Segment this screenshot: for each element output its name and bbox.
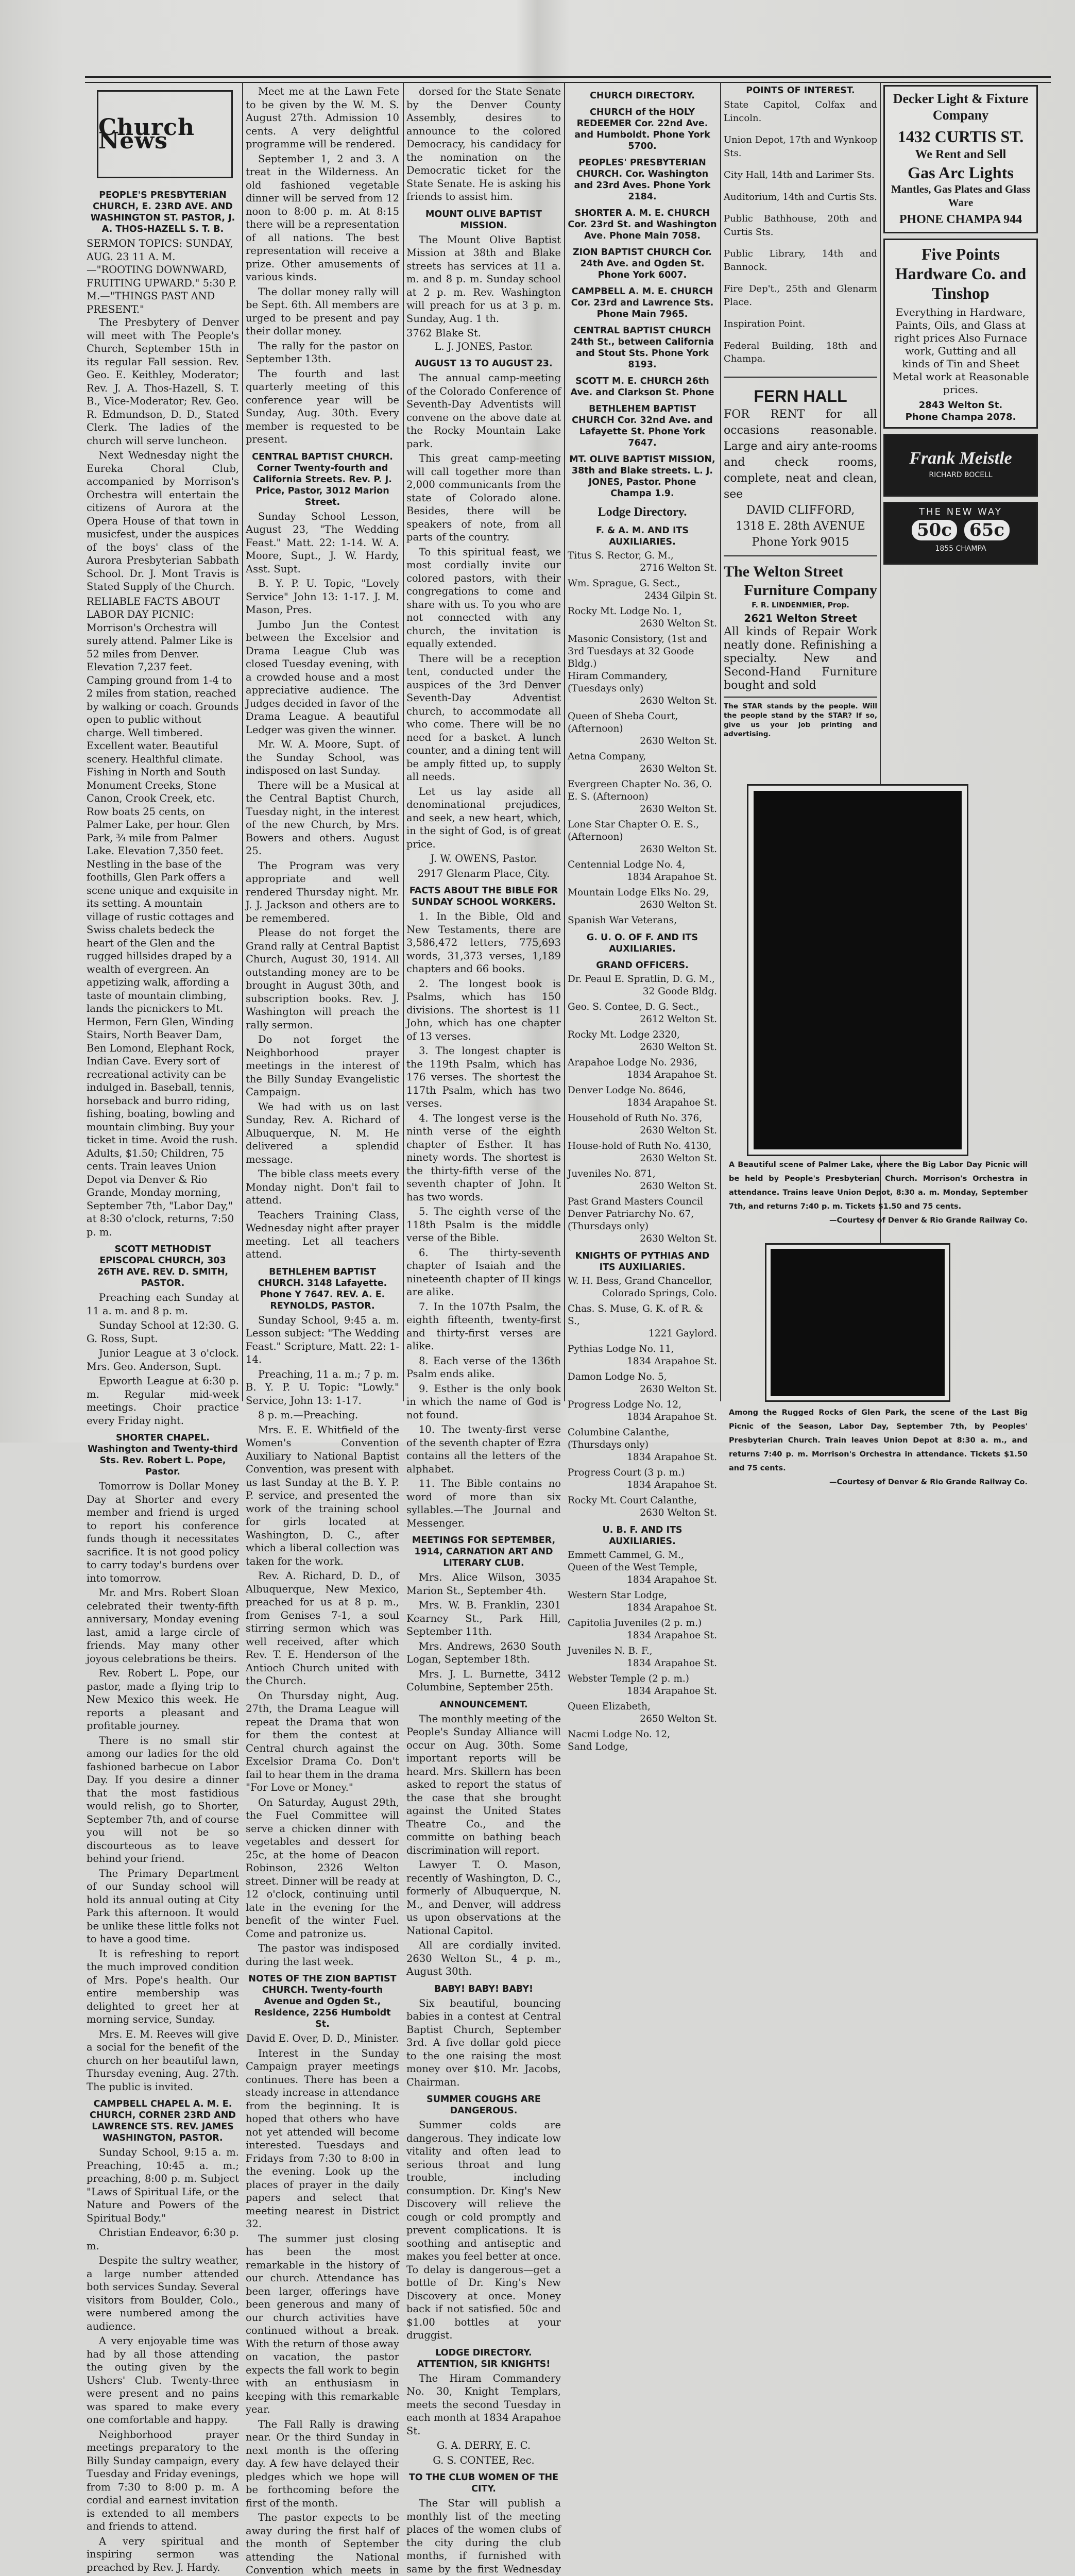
article-paragraph: The pastor was indisposed during the last week. [246,1942,399,1968]
address-line: 2630 Welton St. [640,618,717,629]
five-points-phone: Phone Champa 2078. [905,412,1016,422]
text-line: Chas. S. Muse, G. K. of R. & S., [568,1303,703,1327]
new-way-ad [883,502,1038,565]
article-paragraph: Rev. A. Richard, D. D., of Albuquerque, New Mexico, preached for us at 8 p. m., from Genises 7-1, a soul stirring sermon which was well received, after which Rev. T. E. Henderson of the Antioch Church united with the Church. [246,1570,399,1687]
address-line: 1834 Arapahoe St. [627,1480,717,1490]
address-line: 1834 Arapahoe St. [627,1097,717,1108]
frank-meistle-sub: RICHARD BOCELL [929,471,993,480]
section-heading: Lodge Directory. [598,505,687,519]
article-paragraph: A very spiritual and inspiring sermon was preached by Rev. J. Hardy. [87,2535,239,2573]
article-paragraph: Do not forget the Neighborhood prayer meetings in the interest of the Billy Sunday Evangelistic Campaign. [246,1033,399,1098]
text-line: Rocky Mt. Lodge 2320, [568,1029,680,1040]
article-paragraph: The Mount Olive Baptist Mission at 38th and Blake streets has services at 11 a. m. and 8 p. m. Sunday school at 2 p. m. Rev. Washington will preach for us at 3 p. m. Sunday, Aug. 1 th. [406,233,561,325]
text-line: Rocky Mt. Court Calanthe, [568,1495,697,1506]
article-paragraph: 10. The twenty-first verse of the seventh chapter of Ezra contains all the letters of the alphabet. [406,1423,561,1475]
address-line: 2630 Welton St. [640,804,717,815]
column-rule [403,82,404,1401]
column-rule [720,82,721,1401]
article-paragraph: 8. Each verse of the 136th Psalm ends alike. [406,1354,561,1380]
article-heading: SUMMER COUGHS ARE DANGEROUS. [426,2094,541,2116]
text-line: Damon Lodge No. 5, [568,1371,667,1382]
article-paragraph: Tomorrow is Dollar Money Day at Shorter and every member and friend is urged to report his conference funds though it necessitates sacrifice. It is not good policy to carry today's burdens over into tomorrow. [87,1480,239,1584]
article-paragraph: Mrs. J. L. Burnette, 3412 Columbine, September 25th. [406,1668,561,1693]
text-line: W. H. Bess, Grand Chancellor, [568,1276,713,1286]
article-paragraph: Christian Endeavor, 6:30 p. m. [87,2227,239,2252]
new-way-header: THE NEW WAY [919,506,1002,517]
article-paragraph: Mr. and Mrs. Robert Sloan celebrated their twenty-fifth anniversary, Monday evening last, amid a large circle of friends. May many other joyous celebrations be theirs. [87,1587,239,1665]
text-line: 3762 Blake St. [406,327,481,339]
text-line: Arapahoe Lodge No. 2936, [568,1057,697,1068]
poi-item: Auditorium, 14th and Curtis Sts. [724,191,877,202]
star-note: The STAR stands by the people. Will the people stand by the STAR? If so, give us your job printing and advertising. [724,702,877,738]
column-2-content [246,85,399,2576]
address-line: 2434 Gilpin St. [644,590,717,601]
decker-gas: Gas Arc Lights [908,163,1014,182]
signature-line: 2917 Glenarm Place, City. [417,867,550,879]
text-line: Lone Star Chapter O. E. S., (Afternoon) [568,819,699,842]
text-line: Dr. Peaul E. Spratlin, D. G. M., [568,974,715,985]
article-paragraph: Sunday School, 9:15 a. m. Preaching, 10:45 a. m.; preaching, 8:00 p. m. Subject "Laws of Spiritual Life, or the Nature and Powers of the Spiritual Body." [87,2146,239,2224]
poi-item: Fire Dep't., 25th and Glenarm Place. [724,283,877,308]
article-paragraph: dorsed for the State Senate by the Denver County Assembly, desires to announce to the colored Democracy, his candidacy for the nomination on the Democratic ticket for the State Senate. He is asking his friends to assist him. [406,86,561,202]
text-line: Pythias Lodge No. 11, [568,1344,674,1354]
article-paragraph: 11. The Bible contains no word of more than six syllables.—The Journal and Messenger. [406,1478,561,1529]
fern-hall-address: 1318 E. 28th AVENUE [736,519,865,533]
address-line: 2630 Welton St. [640,844,717,855]
address-line: 2630 Welton St. [640,1384,717,1395]
text-line: Juveniles No. 871, [568,1168,656,1179]
text-line: Household of Ruth No. 376, [568,1113,703,1124]
article-heading: CENTRAL BAPTIST CHURCH. Corner Twenty-fourth and California Streets. Rev. P. J. Price, Pastor, 3012 Marion Street. [252,451,393,507]
text-line: Capitolia Juveniles (2 p. m.) [568,1618,702,1629]
article-paragraph: Six beautiful, bouncing babies in a contest at Central Baptist Church, September 3rd. A five dollar gold piece to the one raising the most money over $10. Mr. Jacobs, Chairman. [406,1997,561,2088]
text-line: Denver Patriarchy No. 67, (Thursdays only) [568,1209,694,1232]
address-line: 1834 Arapahoe St. [627,1630,717,1641]
article-paragraph: Epworth League at 6:30 p. m. Regular mid-week meetings. Choir practice every Friday night. [87,1375,239,1427]
signature-line: G. S. CONTEE, Rec. [433,2454,535,2466]
points-of-interest [724,85,877,378]
article-paragraph: 2. The longest book is Psalms, which has 150 divisions. The shortest is 11 John, which has one chapter of 13 verses. [406,977,561,1042]
article-paragraph: The Program was very appropriate and well rendered Thursday night. Mr. J. J. Jackson and others are to be remembered. [246,859,399,924]
masthead-box [97,90,233,178]
signature-line: L. J. JONES, Pastor. [434,340,533,352]
article-paragraph: Sunday School at 12:30. G. G. Ross, Supt. [87,1319,239,1345]
article-heading: CHURCH DIRECTORY. [590,91,695,101]
article-paragraph: Let us lay aside all denominational prejudices, and seek, a new heart, which, in the sight of God, is of great price. [406,785,561,850]
text-line: RELIABLE FACTS ABOUT LABOR DAY PICNIC: Morrison's Orchestra will surely attend. Palmer Like is 52 miles from Denver. Elevation 7,237 feet. Camping ground from 1-4 to 2 miles from station, reached by walking or coach. Grounds open to public without charge. Well timbered. Excellent water. Beautiful scenery. Healthful climate. Fishing in North and South Monument Creeks, Stone Canon, Crook Creek, etc. Row boats 25 cents, on Palmer Lake, per hour. Glen Park, ¾ mile from Palmer Lake. Elevation 7,350 feet. Nestling in the base of the foothills, Glen Park offers a scene unique and exquisite in its setting. A mountain village of rustic cottages and Swiss chalets bedeck the heart of the Glen and the rugged hillsides draped by a wealth of evergreen. An appetizing walk, affording a taste of mountain climbing, lands the picnickers to Mt. Hermon, Fern Glen, Winding Stairs, North Beaver Dam, Ben Lomond, Elephant Rock, Indian Cave. Every sort of recreational activity can be indulged in. Baseball, tennis, horseback and burro riding, fishing, boating, bowling and mountain climbing. Buy your ticket in time. Avoid the rush. Adults, $1.50; Children, 75 cents. Train leaves Union Depot via Denver & Rio Grande, Monday morning, September 7th, "Labor Day," at 8:30 o'clock, returns, 7:50 p. m. [87,595,239,1238]
article-paragraph: Summer colds are dangerous. They indicate low vitality and often lead to serious throat and lung trouble, including consumption. Dr. King's New Discovery will relieve the cough or cold promptly and prevent complications. It is soothing and antiseptic and makes you feel better at once. To delay is dangerous—get a bottle of Dr. King's New Discovery at once. Money back if not satisfied. 50c and $1.00 bottles at your druggist. [406,2119,561,2341]
address-line: 1834 Arapahoe St. [627,872,717,883]
welton-prop: F. R. LINDENMIER, Prop. [752,601,849,609]
article-heading: TO THE CLUB WOMEN OF THE CITY. [408,2472,559,2494]
article-paragraph: The fourth and last quarterly meeting of this conference year will be Sunday, Aug. 30th. Every member is requested to be present. [246,367,399,445]
address-line: 1834 Arapahoe St. [627,1070,717,1080]
article-paragraph: Mrs. E. M. Reeves will give a social for the benefit of the church on her beautiful lawn, Thursday evening, Aug. 27th. The public is invited. [87,2028,239,2093]
glen-park-credit: —Courtesy of Denver & Rio Grande Railway Co. [829,1478,1028,1486]
column-rule [242,82,243,1401]
decker-rent: We Rent and Sell [915,148,1006,161]
article-heading: KNIGHTS OF PYTHIAS AND ITS AUXILIARIES. [575,1251,710,1273]
address-line: 2630 Welton St. [640,900,717,910]
article-heading: SCOTT METHODIST EPISCOPAL CHURCH, 303 26TH AVE. REV. D. SMITH, PASTOR. [97,1244,229,1289]
text-line: Evergreen Chapter No. 36, O. E. S. (Afternoon) [568,779,712,802]
new-way-price-1: 50c [912,520,957,540]
welton-title-1: The Welton Street [724,563,844,580]
decker-mantles: Mantles, Gas Plates and Glass Ware [891,183,1031,209]
article-paragraph: Mr. W. A. Moore, Supt. of the Sunday School, was indisposed on last Sunday. [246,738,399,776]
text-line: Titus S. Rector, G. M., [568,550,674,561]
article-paragraph: Mrs. W. B. Franklin, 2301 Kearney St., Park Hill, September 11th. [406,1599,561,1637]
article-paragraph: Lawyer T. O. Mason, recently of Washington, D. C., formerly of Albuquerque, N. M., and Denver, will address us upon observations at the National Capitol. [406,1859,561,1937]
address-line: 2630 Welton St. [640,1507,717,1518]
text-line: Queen of Sheba Court, (Afternoon) [568,711,678,734]
address-line: 2716 Welton St. [640,563,717,573]
poi-item: State Capitol, Colfax and Lincoln. [724,99,877,124]
address-line: 2630 Welton St. [640,696,717,706]
article-paragraph: 9. Esther is the only book in which the name of God is not found. [406,1382,561,1421]
address-line: 2630 Welton St. [640,1125,717,1136]
address-line: 2630 Welton St. [640,1181,717,1192]
column-4 [568,85,717,1752]
address-line: 2630 Welton St. [640,1042,717,1053]
article-heading: CAMPBELL A. M. E. CHURCH Cor. 23rd and Lawrence Sts. Phone Main 7965. [571,286,714,319]
article-heading: SHORTER CHAPEL. Washington and Twenty-third Sts. Rev. Robert L. Pope, Pastor. [88,1433,238,1477]
poi-item: City Hall, 14th and Larimer Sts. [724,170,875,180]
article-paragraph: 3. The longest chapter is the 119th Psalm, which has 176 verses. The shortest the 117th Psalm, which has two verses. [406,1045,561,1109]
text-line: Denver Lodge No. 8646, [568,1085,686,1096]
article-paragraph: Next Wednesday night the Eureka Choral Club, accompanied by Morrison's Orchestra will entertain the citizens of Aurora at the Opera House of that town in musicfest, under the auspices of the boys' class of the Aurora Presbyterian Sabbath School. Dr. J. Mont Travis is Stated Supply of the Church. [87,449,239,592]
poi-item: Inspiration Point. [724,318,806,329]
article-paragraph: There will be a reception tent, conducted under the auspices of the 3rd Denver Seventh-Day Adventist church, to accommodate all who come. There will be no need for a basket. A lunch counter, and a dining tent will be amply fitted up, to supply all needs. [406,652,561,783]
article-heading: CAMPBELL CHAPEL A. M. E. CHURCH, CORNER 23RD AND LAWRENCE STS. REV. JAMES WASHINGTON, PASTOR. [90,2099,236,2143]
article-paragraph: Sunday School Lesson, August 23, "The Wedding Feast." Matt. 22: 1-14. W. A. Moore, Supt., J. W. Hardy, Asst. Supt. [246,510,399,575]
address-line: 2630 Welton St. [640,736,717,747]
text-line: Past Grand Masters Council [568,1196,704,1207]
article-paragraph: Rev. Robert L. Pope, our pastor, made a flying trip to New Mexico this week. He reports a pleasant and profitable journey. [87,1667,239,1732]
fern-hall-name: DAVID CLIFFORD, [746,503,855,517]
article-paragraph: Preaching each Sunday at 11 a. m. and 8 p. m. [87,1292,239,1317]
welton-body: All kinds of Repair Work neatly done. Refinishing a specialty. New and Second-Hand Furniture bought and sold [724,625,877,692]
address-line: 1834 Arapahoe St. [627,1452,717,1463]
column-rule [564,82,565,1401]
article-paragraph: Meet me at the Lawn Fete to be given by the W. M. S. August 27th. Admission 10 cents. A very delightful programme will be rendered. [246,86,399,150]
text-line: Rocky Mt. Lodge No. 1, [568,606,682,617]
article-paragraph: B. Y. P. U. Topic, "Lovely Service" John 13: 1-17. J. M. Mason, Pres. [246,578,399,616]
palmer-lake-photo-frame [747,784,968,1156]
text-line: Emmett Cammel, G. M., Queen of the West Temple, [568,1550,698,1573]
article-paragraph: Mrs. Alice Wilson, 3035 Marion St., September 4th. [406,1571,561,1597]
text-line: Juveniles N. B. F., [568,1646,653,1656]
article-heading: BETHLEHEM BAPTIST CHURCH. 3148 Lafayette. Phone Y 7647. REV. A. E. REYNOLDS, PASTOR. [258,1266,387,1311]
text-line: Mountain Lodge Elks No. 29, [568,887,709,898]
article-paragraph: 5. The eighth verse of the 118th Psalm is the middle verse of the Bible. [406,1206,561,1244]
article-paragraph: Interest in the Sunday Campaign prayer meetings continues. There has been a steady increase in attendance from the beginning. It is hoped that others who have not yet attended will become interested. Tuesdays and Fridays from 7:30 to 8:00 in the evening. Look up the places of prayer in the daily papers and select that meeting nearest in District 32. [246,2047,399,2230]
five-points-title: Five Points Hardware Co. and Tinshop [895,245,1027,302]
signature-line: J. W. OWENS, Pastor. [430,853,537,865]
decker-phone: PHONE CHAMPA 944 [899,213,1022,226]
poi-title: POINTS OF INTEREST. [746,86,855,96]
text-line: Centennial Lodge No. 4, [568,859,686,870]
article-paragraph: The bible class meets every Monday night. Don't fail to attend. [246,1168,399,1206]
article-paragraph: Teachers Training Class, Wednesday night after prayer meeting. Let all teachers attend. [246,1209,399,1260]
article-paragraph: Mrs. E. E. Whitfield of the Women's Convention Auxiliary to National Baptist Convention, was present with us last Sunday at the B. Y. P. P. service, and presented the work of the training school for girls located at Washington, D. C., after which a liberal collection was taken for the work. [246,1423,399,1567]
signature-line: David E. Over, D. D., Minister. [246,2032,399,2044]
address-line: 1834 Arapahoe St. [627,1356,717,1367]
article-heading: NOTES OF THE ZION BAPTIST CHURCH. Twenty-fourth Avenue and Ogden St., Residence, 2256 Humboldt St. [248,1974,397,2029]
glen-park-caption: Among the Rugged Rocks of Glen Park, the scene of the Last Big Picnic of the Season, Labor Day, September 7th, by Peoples' Presbyterian Church. Train leaves Union Depot at 8:30 a. m., and returns 7:40 p. m. Morrison's Orchestra in attendance. Tickets $1.50 and 75 cents. [729,1408,1028,1472]
welton-furniture-ad [724,556,877,698]
article-heading: G. U. O. OF F. AND ITS AUXILIARIES. [586,933,698,954]
decker-title: Decker Light & Fixture Company [893,91,1029,123]
fern-hall-body: FOR RENT for all occasions reasonable. Large and airy ante-rooms and check rooms, complete, neat and clean, see [724,408,877,501]
article-heading: LODGE DIRECTORY. ATTENTION, SIR KNIGHTS! [417,2347,551,2369]
article-paragraph: Sunday School, 9:45 a. m. Lesson subject: "The Wedding Feast." Scripture, Matt. 22: 1-14. [246,1314,399,1365]
article-heading: PEOPLES' PRESBYTERIAN CHURCH. Cor. Washington and 23rd Aves. Phone York 2184. [574,158,711,202]
palmer-lake-credit: —Courtesy of Denver & Rio Grande Railway Co. [829,1216,1028,1225]
text-line: Columbine Calanthe, (Thursdays only) [568,1427,670,1450]
address-line: 2630 Welton St. [640,1153,717,1164]
column-6 [883,85,1038,806]
column-4-content [568,90,717,1753]
new-way-bottom: 1855 CHAMPA [935,544,986,553]
column-2 [246,85,399,2576]
fern-hall-title: FERN HALL [754,386,847,405]
text-line: SERMON TOPICS: SUNDAY, AUG. 23 11 A. M.—"ROOTING DOWNWARD, FRUITING UPWARD." 5:30 P. M.—"THINGS PAST AND PRESENT." [87,238,236,315]
address-line: 2612 Welton St. [640,1014,717,1025]
address-line: 1834 Arapahoe St. [627,1412,717,1422]
address-line: 2630 Welton St. [640,764,717,774]
welton-title-2: Furniture Company [744,581,877,599]
text-line: Spanish War Veterans, [568,915,677,926]
article-paragraph: Please do not forget the Grand rally at Central Baptist Church, August 30, 1914. All outstanding money are to be brought in August 30th, and subscription books. Rev. J. Washington will preach the rally sermon. [246,927,399,1031]
article-paragraph: This great camp-meeting will call together more than 2,000 communicants from the state of Colorado alone. Besides, there will be speakers of note, from all parts of the country. [406,452,561,543]
text-line: Progress Lodge No. 12, [568,1399,682,1410]
article-paragraph: It is refreshing to report the much improved condition of Mrs. Pope's health. Our entire membership was delighted to greet her at morning service, Sunday. [87,1947,239,2025]
column-3-content [406,85,561,2576]
poi-item: Federal Building, 18th and Champa. [724,340,877,364]
five-points-hardware-ad [883,239,1038,429]
column-1 [87,85,239,2573]
address-line: 32 Goode Bldg. [642,986,717,997]
poi-item: Public Bathhouse, 20th and Curtis Sts. [724,213,877,238]
article-paragraph: The pastor expects to be away during the first half of the month of September attending the National Convention which meets in [246,2512,399,2576]
article-paragraph: 6. The thirty-seventh chapter of Isaiah and the nineteenth chapter of II kings are alike. [406,1246,561,1298]
article-paragraph: Jumbo Jun the Contest between the Excelsior and Drama League Club was closed Tuesday evening, with a crowded house and a most appreciative audience. The Judges decided in favor of the Drama League. A beautiful Ledger was given the winner. [246,618,399,736]
glen-park-photo [771,1249,945,1396]
article-paragraph: A very enjoyable time was had by all those attending the outing given by the Ushers' Club. Twenty-three were present and no pains was spared to make every one comfortable and happy. [87,2335,239,2426]
article-paragraph: Mrs. Andrews, 2630 South Logan, September 18th. [406,1640,561,1665]
article-paragraph: Neighborhood prayer meetings preparatory to the Billy Sunday campaign, every Tuesday and Friday evenings, from 7:30 to 8:00 p. m. A cordial and earnest invitation is extended to all members and friends to attend. [87,2428,239,2532]
poi-item: Union Depot, 17th and Wynkoop Sts. [724,134,877,159]
article-paragraph: September 1, 2 and 3. A treat in the Wilderness. An old fashioned vegetable dinner will be served from 12 noon to 8:00 p. m. At 8:15 there will be a representation of all nations. The best representation will receive a prize. Other amusements of various kinds. [246,152,399,283]
article-heading: ZION BAPTIST CHURCH Cor. 24th Ave. and Ogden St. Phone York 6007. [572,247,712,280]
article-paragraph: 4. The longest verse is the ninth verse of the eighth chapter of Esther. It has ninety words. The shortest is the thirty-fifth verse of the seventh chapter of John. It has two words. [406,1112,561,1203]
address-line: 1221 Gaylord. [649,1328,717,1339]
article-heading: CHURCH of the HOLY REDEEMER Cor. 22nd Ave. and Humboldt. Phone York 5700. [574,107,710,151]
address-line: 1834 Arapahoe St. [627,1658,717,1669]
article-heading: AUGUST 13 TO AUGUST 23. [415,359,553,369]
article-paragraph: The monthly meeting of the People's Sunday Alliance will occur on Aug. 30th. Some important reports will be heard. Mrs. Skillern has been asked to report the status of the case that she brought against the United States Theatre Co., and the committe on bathing beach discrimination will report. [406,1713,561,1856]
article-paragraph: We had with us on last Sunday, Rev. A. Richard of Albuquerque, N. M. He delivered a splendid message. [246,1100,399,1165]
address-line: 1834 Arapahoe St. [627,1686,717,1697]
text-line: Masonic Consistory, (1st and 3rd Tuesdays at 32 Goode Bldg.) [568,634,707,669]
address-line: 2650 Welton St. [640,1714,717,1724]
article-paragraph: There will be a Musical at the Central Baptist Church, Tuesday night, in the interest of the new Church, by Mrs. Bowers and others. August 25. [246,779,399,857]
text-line: Wm. Sprague, G. Sect., [568,578,680,589]
article-heading: MT. OLIVE BAPTIST MISSION, 38th and Blake streets. L. J. JONES, Pastor. Phone Champa 1.9. [569,454,715,499]
article-paragraph: The annual camp-meeting of the Colorado Conference of Seventh-Day Adventists will convene on the above date at the Rocky Mountain Lake park. [406,372,561,450]
address-line: Colorado Springs, Colo. [602,1288,717,1299]
article-paragraph: 1. In the Bible, Old and New Testaments, there are 3,586,472 letters, 775,693 words, 31,373 verses, 1,189 chapters and 66 books. [406,910,561,975]
address-line: 1834 Arapahoe St. [627,1602,717,1613]
poi-item: Public Library, 14th and Bannock. [724,248,877,273]
article-paragraph: Preaching, 11 a. m.; 7 p. m. B. Y. P. U. Topic: "Lowly." Service, John 13: 1-17. [246,1368,399,1406]
article-heading: F. & A. M. AND ITS AUXILIARIES. [595,526,689,547]
article-paragraph: Junior League at 3 o'clock. Mrs. Geo. Anderson, Supt. [87,1347,239,1372]
article-heading: U. B. F. AND ITS AUXILIARIES. [602,1525,682,1547]
article-paragraph: To this spiritual feast, we most cordially invite our colored pastors, with their congregations to come and share with us. To you who are not connected with any church, the invitation is equally extended. [406,546,561,650]
signature-line: G. A. DERRY, E. C. [436,2439,531,2451]
article-paragraph: All are cordially invited. 2630 Welton St., 4 p. m., August 30th. [406,1939,561,1977]
article-paragraph: There is no small stir among our ladies for the old fashioned barbecue on Labor Day. If you desire a dinner that the most fastidious would relish, go to Shorter, September 7th, and of course you will not be so discourteous as to leave behind your friend. [87,1734,239,1865]
text-line: House-hold of Ruth No. 4130, [568,1141,712,1151]
article-paragraph: On Saturday, August 29th, the Fuel Committee will serve a chicken dinner with vegetables and dessert for 25c, at the home of Deacon Robinson, 2326 Welton street. Dinner will be ready at 12 o'clock, continuing until late in the evening for the benefit of the winter Fuel. Come and patronize us. [246,1796,399,1940]
article-heading: BABY! BABY! BABY! [434,1984,533,1994]
article-paragraph: The summer just closing has been the most remarkable in the history of our church. Attendance has been larger, offerings have been generous and many of our church activities have continued without a break. With the return of those away on vacation, the pastor expects the fall work to begin with an enthusiasm in keeping with this remarkable year. [246,2232,399,2415]
article-heading: FACTS ABOUT THE BIBLE FOR SUNDAY SCHOOL WORKERS. [409,886,558,907]
article-paragraph: The Fall Rally is drawing near. Or the third Sunday in next month is the offering day. A few have delayed their pledges which we hope will be forthcoming before the first of the month. [246,2418,399,2509]
decker-street: 1432 CURTIS ST. [897,127,1024,146]
article-heading: GRAND OFFICERS. [596,960,689,971]
article-heading: MEETINGS FOR SEPTEMBER, 1914, CARNATION ART AND LITERARY CLUB. [412,1535,556,1568]
text-line: Webster Temple (2 p. m.) [568,1673,689,1684]
glen-park-photo-frame [765,1243,950,1402]
article-paragraph: 8 p. m.—Preaching. [258,1409,359,1421]
frank-meistle-name: Frank Meistle [909,449,1012,468]
article-paragraph: The Hiram Commandery No. 30, Knight Templars, meets the second Tuesday in each month at 1834 Arapahoe St. [406,2372,561,2437]
text-line: Hiram Commandery, (Tuesdays only) [568,671,668,694]
text-line: Sand Lodge, [568,1741,628,1752]
frank-meistle-ad [883,434,1038,497]
new-way-prices [885,520,1036,540]
article-heading: MOUNT OLIVE BAPTIST MISSION. [425,209,542,231]
palmer-lake-photo [754,791,962,1149]
column-3 [406,85,561,2575]
article-paragraph: The dollar money rally will be Sept. 6th. All members are urged to be present and pay their dollar money. [246,285,399,337]
top-rule [85,76,1051,83]
article-paragraph: The Presbytery of Denver will meet with The People's Church, September 15th in its regular Fall session. Rev. Geo. E. Keithley, Moderator; Rev. J. A. Thos-Hazell, S. T. B., Vice-Moderator; Rev. Geo. R. Edmundson, D. D., Stated Clerk. The ladies of the church will serve luncheon. [87,316,239,447]
five-points-body: Everything in Hardware, Paints, Oils, and Glass at right prices Also Furnace work, Gutting and all kinds of Tin and Sheet Metal work at Reasonable prices. [892,306,1029,396]
address-line: 2630 Welton St. [640,1233,717,1244]
article-paragraph: On Thursday night, Aug. 27th, the Drama League will repeat the Drama that won for them the contest at Central church against the Excelsior Drama Co. Don't fail to hear them in the drama "For Love or Money." [246,1689,399,1793]
welton-address: 2621 Welton Street [744,612,857,624]
text-line: Western Star Lodge, [568,1590,667,1601]
new-way-price-2: 65c [964,520,1010,540]
article-paragraph: The Primary Department of our Sunday school will hold its annual outing at City Park this afternoon. It would be unlike these little folks not to have a good time. [87,1867,239,1945]
article-heading: SHORTER A. M. E. CHURCH Cor. 23rd St. and Washington Ave. Phone Main 7058. [568,208,717,241]
article-paragraph: 7. In the 107th Psalm, the eighth fifteenth, twenty-first and thirty-first verses are alike. [406,1300,561,1352]
text-line: Progress Court (3 p. m.) [568,1467,685,1478]
fern-hall-ad [724,378,877,556]
address-line: 1834 Arapahoe St. [627,1574,717,1585]
article-paragraph: Despite the sultry weather, a large number attended both services Sunday. Several visitors from Boulder, Colo., were numbered among the audience. [87,2255,239,2332]
article-heading: SCOTT M. E. CHURCH 26th Ave. and Clarkson St. Phone [570,376,714,398]
five-points-address: 2843 Welton St. [918,400,1003,411]
article-heading: CENTRAL BAPTIST CHURCH 24th St., between California and Stout Sts. Phone York 8193. [570,326,714,370]
article-heading: ANNOUNCEMENT. [439,1699,528,1710]
article-paragraph: The rally for the pastor on September 13th. [246,340,399,365]
masthead-title: Church News [98,114,195,154]
fern-hall-phone: Phone York 9015 [752,535,849,549]
poi-list [724,98,877,366]
text-line: Geo. S. Contee, D. G. Sect., [568,1002,699,1012]
article-heading: BETHLEHEM BAPTIST CHURCH Cor. 32nd Ave. and Lafayette St. Phone York 7647. [572,404,713,448]
text-line: Queen Elizabeth, [568,1701,651,1712]
article-paragraph: The Star will publish a monthly list of the meeting places of the women clubs of the city during the club months, if furnished with same by the first Wednesday [406,2497,561,2575]
text-line: Aetna Company, [568,751,646,762]
column-1-content [87,190,239,2576]
decker-light-ad [883,85,1038,233]
text-line: Nacmi Lodge No. 12, [568,1729,671,1740]
article-heading: PEOPLE'S PRESBYTERIAN CHURCH, E. 23RD AVE. AND WASHINGTON ST. PASTOR, J. A. THOS-HAZELL S. T. B. [90,190,235,234]
palmer-lake-caption: A Beautiful scene of Palmer Lake, where the Big Labor Day Picnic will be held by People's Presbyterian Church. Morrison's Orchestra in attendance. Trains leave Union Depot, 8:30 a. m. Monday, September 7th, and returns 7:40 p. m. Tickets $1.50 and 75 cents. [729,1160,1028,1211]
